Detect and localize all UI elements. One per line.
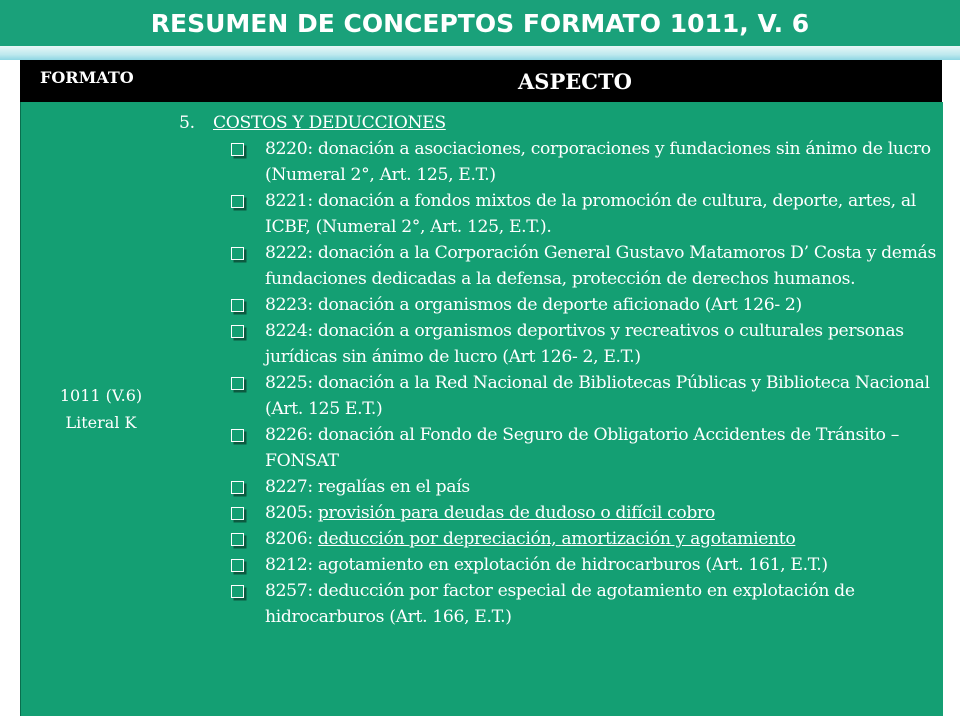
- item-prefix: :: [307, 503, 318, 523]
- table-body-row: [20, 102, 943, 716]
- item-code: 8212: [265, 555, 308, 575]
- checkbox-bullet-icon: [231, 325, 244, 338]
- item-text: : donación a la Corporación General Gustavo Matamoros D’ Costa y demás fundaciones dedicadas a la defensa, protección de derechos humanos.: [265, 243, 936, 289]
- section-number: 5.: [179, 113, 195, 133]
- checkbox-bullet-icon: [231, 429, 244, 442]
- aspecto-cell: [179, 110, 939, 630]
- slide-title: [0, 0, 960, 46]
- checkbox-bullet-icon: [231, 559, 244, 572]
- concept-list: [179, 136, 939, 630]
- checkbox-bullet-icon: [231, 585, 244, 598]
- header-aspecto: ASPECTO: [518, 69, 632, 94]
- list-item: [229, 136, 939, 188]
- item-code: 8225: [265, 373, 308, 393]
- concept-table: [20, 60, 942, 716]
- item-text: : deducción por factor especial de agotamiento en explotación de hidrocarburos (Art. 166, E.T.): [265, 581, 855, 627]
- checkbox-bullet-icon: [231, 143, 244, 156]
- section-title: COSTOS Y DEDUCCIONES: [213, 113, 446, 133]
- item-text: : donación a la Red Nacional de Bibliotecas Públicas y Biblioteca Nacional (Art. 125 E.T.): [265, 373, 930, 419]
- item-text: : donación al Fondo de Seguro de Obligatorio Accidentes de Tránsito –FONSAT: [265, 425, 900, 471]
- item-text: : donación a organismos deportivos y recreativos o culturales personas jurídicas sin ánimo de lucro (Art 126- 2, E.T.): [265, 321, 904, 367]
- checkbox-bullet-icon: [231, 377, 244, 390]
- item-code: 8224: [265, 321, 308, 341]
- list-item: [229, 370, 939, 422]
- item-text: : donación a asociaciones, corporaciones y fundaciones sin ánimo de lucro (Numeral 2°, Art. 125, E.T.): [265, 139, 931, 185]
- list-item: [229, 578, 939, 630]
- list-item: [229, 292, 939, 318]
- checkbox-bullet-icon: [231, 533, 244, 546]
- item-text: : regalías en el país: [307, 477, 470, 497]
- item-code: 8206: [265, 529, 308, 549]
- list-item: [229, 188, 939, 240]
- item-code: 8222: [265, 243, 308, 263]
- item-code: 8257: [265, 581, 308, 601]
- item-code: 8221: [265, 191, 308, 211]
- item-text: : donación a fondos mixtos de la promoción de cultura, deporte, artes, al ICBF, (Numeral 2°, Art. 125, E.T.).: [265, 191, 916, 237]
- item-code: 8223: [265, 295, 308, 315]
- checkbox-bullet-icon: [231, 195, 244, 208]
- section-heading: [179, 110, 939, 136]
- item-code: 8227: [265, 477, 308, 497]
- checkbox-bullet-icon: [231, 299, 244, 312]
- checkbox-bullet-icon: [231, 507, 244, 520]
- formato-version: 1011 (V.6): [59, 386, 143, 405]
- list-item: [229, 552, 939, 578]
- checkbox-bullet-icon: [231, 247, 244, 260]
- checkbox-bullet-icon: [231, 481, 244, 494]
- item-text: : donación a organismos de deporte aficionado (Art 126- 2): [307, 295, 802, 315]
- slide-title-text: RESUMEN DE CONCEPTOS FORMATO 1011, V. 6: [150, 8, 810, 38]
- header-formato: FORMATO: [40, 68, 134, 87]
- list-item: [229, 318, 939, 370]
- item-prefix: :: [307, 529, 318, 549]
- item-code: 8226: [265, 425, 308, 445]
- item-code: 8205: [265, 503, 308, 523]
- formato-cell: [21, 102, 181, 716]
- item-text-underlined: deducción por depreciación, amortización y agotamiento: [317, 529, 796, 549]
- list-item: [229, 422, 939, 474]
- list-item: [229, 240, 939, 292]
- list-item: [229, 500, 939, 526]
- item-text-underlined: provisión para deudas de dudoso o difícil cobro: [317, 503, 715, 523]
- table-header-row: [20, 60, 942, 102]
- item-code: 8220: [265, 139, 308, 159]
- list-item: [229, 474, 939, 500]
- list-item: [229, 526, 939, 552]
- item-text: : agotamiento en explotación de hidrocarburos (Art. 161, E.T.): [307, 555, 828, 575]
- title-decoration-band: [0, 46, 960, 60]
- formato-literal: Literal K: [65, 413, 137, 432]
